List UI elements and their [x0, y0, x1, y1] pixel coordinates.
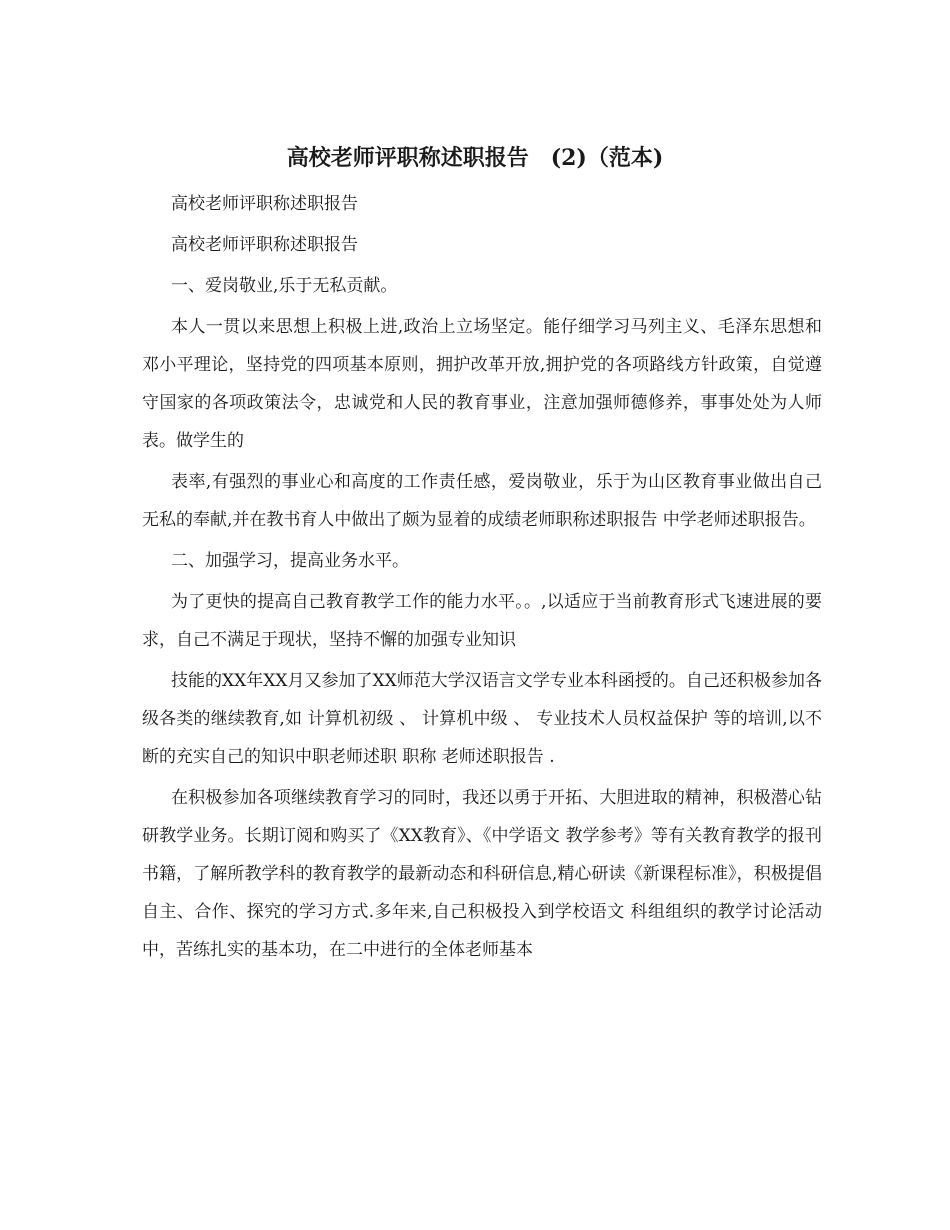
paragraph: 为了更快的提高自己教育教学工作的能力水平。。,以适应于当前教育形式飞速进展的要求，自己不满足于现状，坚持不懈的加强专业知识: [142, 592, 822, 650]
paragraph-subtitle-2: 高校老师评职称述职报告: [171, 235, 358, 255]
paragraph: 在积极参加各项继续教育学习的同时，我还以勇于开拓、大胆进取的精神，积极潜心钻研教学业务。长期订阅和购买了《XX教育》、《中学语文 教学参考》等有关教育教学的报刊书籍，了解所教学科的教育教学的最新动态和科研信息,精心研读《新课程标准》，积极提倡自主、合作、探究的学习方式.多年来,自己积极投入到学校语文 科组组织的教学讨论活动中，苦练扎实的基本功，在二中进行的全体老师基本: [142, 788, 822, 960]
section-heading-2: 二、加强学习，提高业务水平。: [171, 551, 409, 571]
paragraph: 技能的XX年XX月又参加了XX师范大学汉语言文学专业本科函授的。自己还积极参加各级各类的继续教育,如 计算机初级 、 计算机中级 、 专业技术人员权益保护 等的培训,以不断的充实自己的知识中职老师述职 职称 老师述职报告 .: [142, 671, 822, 767]
document-title: 高校老师评职称述职报告 (2)（范本): [286, 145, 664, 171]
paragraph-subtitle-1: 高校老师评职称述职报告: [171, 194, 358, 214]
section-heading-1: 一、爱岗敬业,乐于无私贡献。: [171, 276, 398, 296]
paragraph: 表率,有强烈的事业心和高度的工作责任感，爱岗敬业，乐于为山区教育事业做出自己无私的奉献,并在教书育人中做出了颇为显着的成绩老师职称述职报告 中学老师述职报告。: [142, 472, 822, 530]
paragraph: 本人一贯以来思想上积极上进,政治上立场坚定。能仔细学习马列主义、毛泽东思想和邓小平理论，坚持党的四项基本原则，拥护改革开放,拥护党的各项路线方针政策，自觉遵守国家的各项政策法令，忠诚党和人民的教育事业，注意加强师德修养，事事处处为人师表。做学生的: [142, 317, 822, 451]
document-body: [142, 185, 822, 972]
